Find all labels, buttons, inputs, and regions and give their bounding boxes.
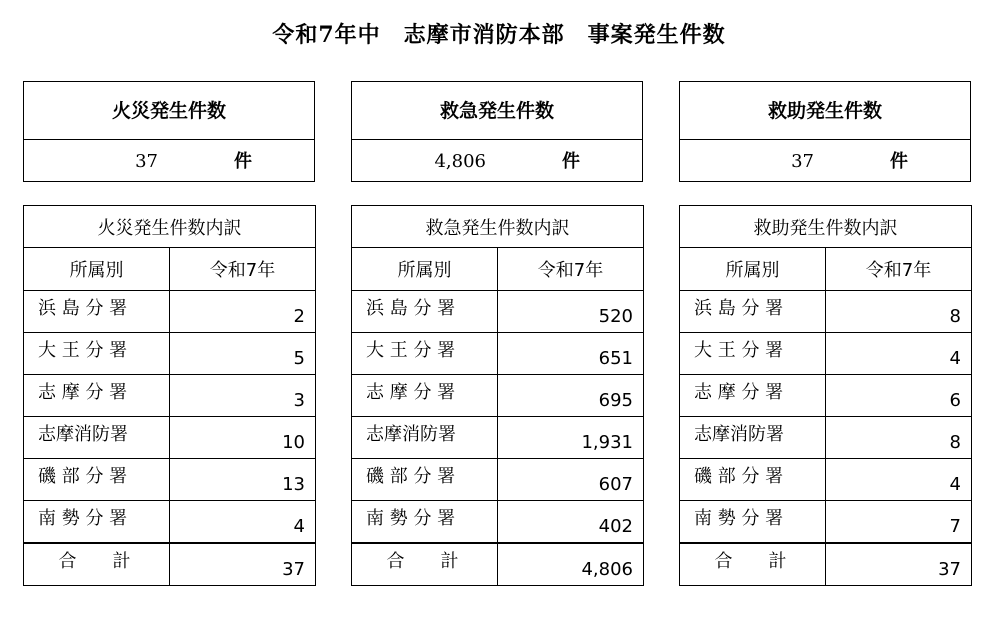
fire-row-value: 13	[170, 459, 316, 501]
table-row	[680, 417, 972, 459]
rescue-col-office: 所属別	[680, 248, 826, 291]
ambulance-row-name: 磯 部 分 署	[366, 466, 456, 487]
table-row	[352, 333, 644, 375]
ambulance-detail-caption: 救急発生件数内訳	[352, 206, 644, 248]
rescue-summary-unit: 件	[890, 151, 908, 172]
table-row	[352, 459, 644, 501]
table-row	[680, 501, 972, 544]
fire-col-office: 所属別	[24, 248, 170, 291]
rescue-summary-value-row	[680, 140, 970, 181]
rescue-row-name: 志摩消防署	[694, 424, 784, 445]
ambulance-row-value: 695	[498, 375, 644, 417]
fire-row-name: 志 摩 分 署	[38, 382, 128, 403]
fire-summary-label: 火災発生件数	[24, 82, 314, 140]
table-row	[24, 459, 316, 501]
rescue-row-name: 大 王 分 署	[694, 340, 784, 361]
fire-row-name: 南 勢 分 署	[38, 508, 128, 529]
ambulance-summary-unit: 件	[562, 151, 580, 172]
ambulance-summary-value: 4,806	[434, 151, 486, 172]
rescue-col-year: 令和7年	[826, 248, 972, 291]
fire-detail-caption: 火災発生件数内訳	[24, 206, 316, 248]
ambulance-col-year: 令和7年	[498, 248, 644, 291]
rescue-row-value: 4	[826, 459, 972, 501]
rescue-row-name: 南 勢 分 署	[694, 508, 784, 529]
table-row	[24, 375, 316, 417]
ambulance-row-value: 520	[498, 291, 644, 333]
total-row	[680, 543, 972, 586]
table-row	[24, 333, 316, 375]
ambulance-total-value: 4,806	[498, 543, 644, 586]
ambulance-total-label: 合 計	[386, 551, 459, 572]
total-row	[24, 543, 316, 586]
rescue-row-name: 志 摩 分 署	[694, 382, 784, 403]
ambulance-row-name: 志 摩 分 署	[366, 382, 456, 403]
ambulance-row-name: 浜 島 分 署	[366, 298, 456, 319]
rescue-row-name: 浜 島 分 署	[694, 298, 784, 319]
fire-row-name: 磯 部 分 署	[38, 466, 128, 487]
rescue-detail-caption: 救助発生件数内訳	[680, 206, 972, 248]
ambulance-col-office: 所属別	[352, 248, 498, 291]
rescue-row-value: 6	[826, 375, 972, 417]
rescue-row-value: 8	[826, 291, 972, 333]
fire-summary-value-row	[24, 140, 314, 181]
ambulance-summary-value-row	[352, 140, 642, 181]
rescue-summary-box	[679, 81, 971, 182]
rescue-row-name: 磯 部 分 署	[694, 466, 784, 487]
fire-row-name: 浜 島 分 署	[38, 298, 128, 319]
table-row	[352, 501, 644, 544]
fire-summary-value: 37	[135, 151, 158, 172]
table-row	[680, 291, 972, 333]
total-row	[352, 543, 644, 586]
rescue-summary-label: 救助発生件数	[680, 82, 970, 140]
ambulance-summary-label: 救急発生件数	[352, 82, 642, 140]
fire-col-year: 令和7年	[170, 248, 316, 291]
table-row	[680, 459, 972, 501]
fire-total-label: 合 計	[58, 551, 131, 572]
fire-row-name: 志摩消防署	[38, 424, 128, 445]
ambulance-detail-table	[351, 205, 644, 586]
table-row	[352, 417, 644, 459]
rescue-detail-table	[679, 205, 972, 586]
ambulance-row-value: 1,931	[498, 417, 644, 459]
table-row	[24, 291, 316, 333]
ambulance-row-value: 651	[498, 333, 644, 375]
ambulance-row-name: 南 勢 分 署	[366, 508, 456, 529]
table-row	[352, 375, 644, 417]
table-row	[24, 501, 316, 544]
table-row	[680, 375, 972, 417]
ambulance-row-value: 402	[498, 501, 644, 544]
fire-row-name: 大 王 分 署	[38, 340, 128, 361]
ambulance-row-name: 志摩消防署	[366, 424, 456, 445]
ambulance-row-name: 大 王 分 署	[366, 340, 456, 361]
fire-summary-unit: 件	[234, 151, 252, 172]
rescue-row-value: 7	[826, 501, 972, 544]
table-row	[680, 333, 972, 375]
rescue-total-label: 合 計	[714, 551, 787, 572]
rescue-summary-value: 37	[791, 151, 814, 172]
fire-summary-box	[23, 81, 315, 182]
rescue-row-value: 8	[826, 417, 972, 459]
rescue-row-value: 4	[826, 333, 972, 375]
page-title: 令和7年中 志摩市消防本部 事案発生件数	[272, 22, 726, 48]
table-row	[352, 291, 644, 333]
rescue-total-value: 37	[826, 543, 972, 586]
ambulance-row-value: 607	[498, 459, 644, 501]
table-row	[24, 417, 316, 459]
fire-row-value: 5	[170, 333, 316, 375]
fire-row-value: 10	[170, 417, 316, 459]
fire-row-value: 2	[170, 291, 316, 333]
fire-row-value: 3	[170, 375, 316, 417]
fire-total-value: 37	[170, 543, 316, 586]
fire-row-value: 4	[170, 501, 316, 544]
ambulance-summary-box	[351, 81, 643, 182]
fire-detail-table	[23, 205, 316, 586]
